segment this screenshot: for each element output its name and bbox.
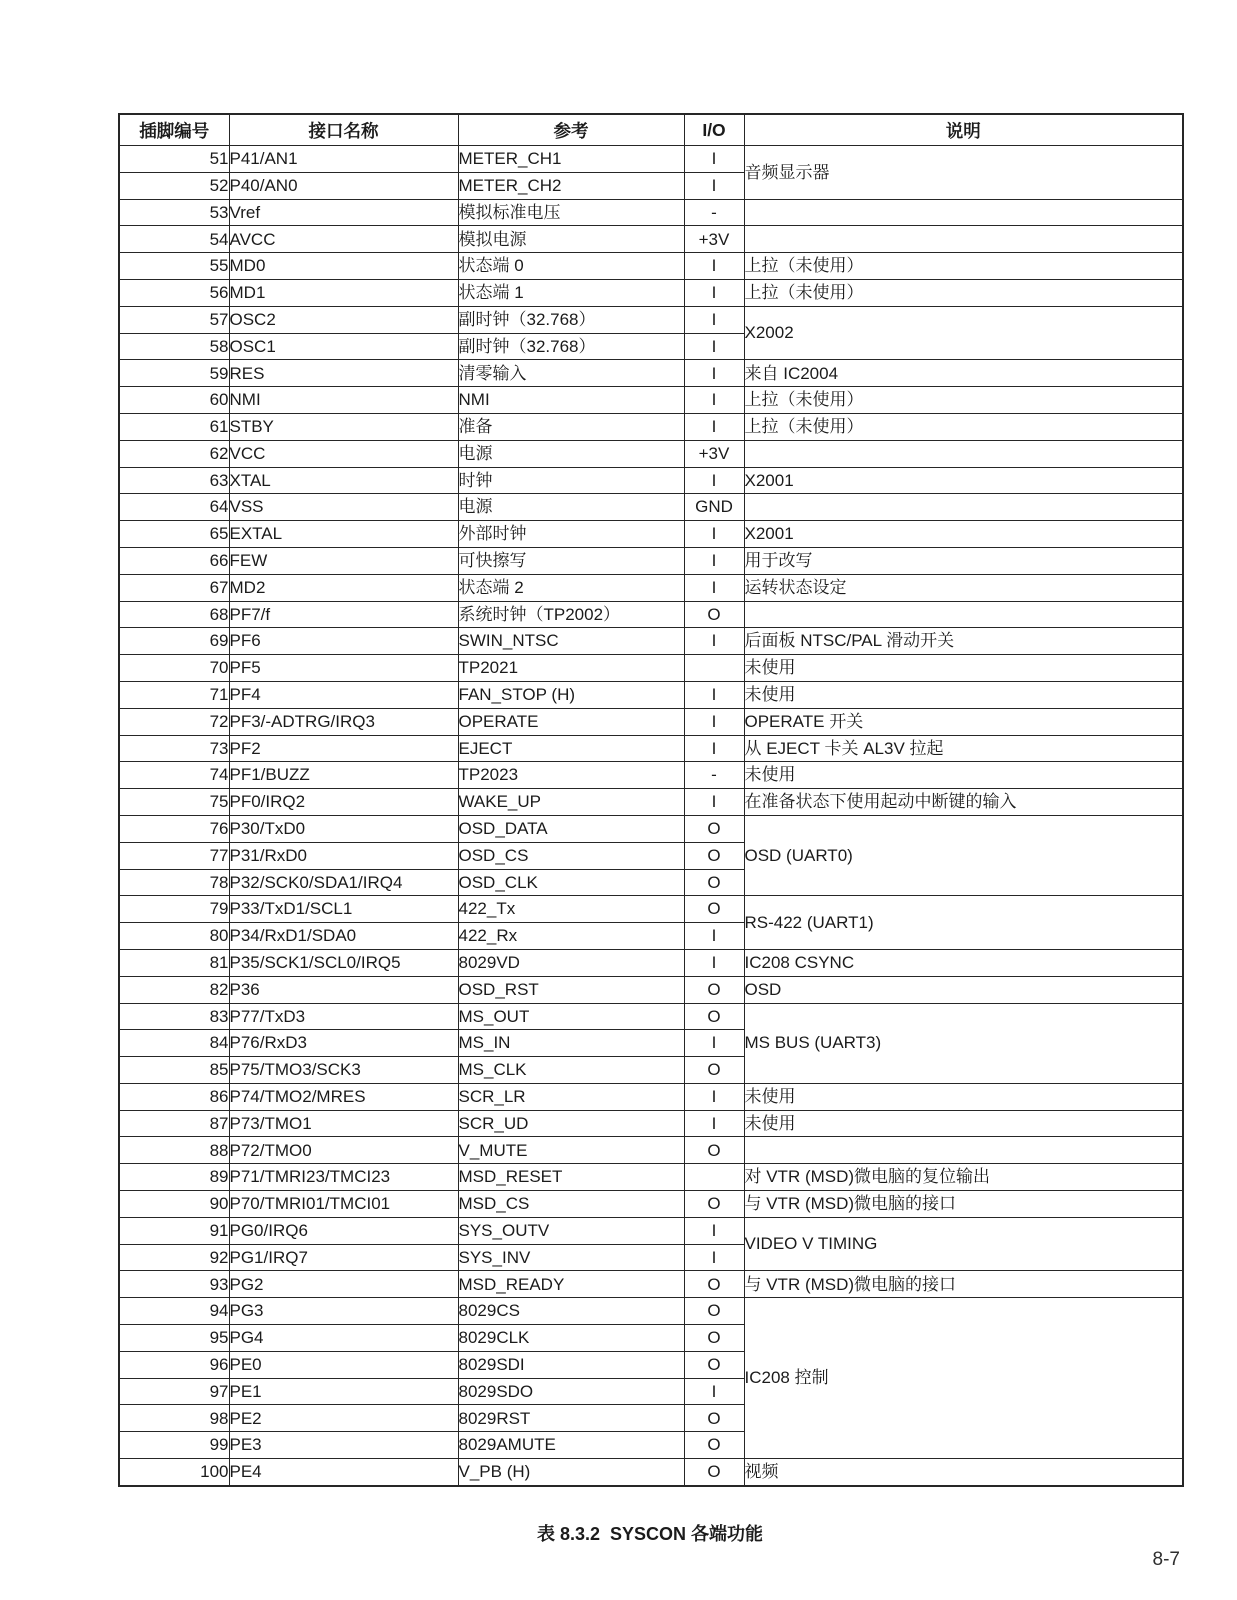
table-row: [119, 1164, 1183, 1191]
description-cell: 未使用: [744, 655, 1183, 682]
reference-cell: MSD_READY: [458, 1271, 684, 1298]
reference-cell: V_MUTE: [458, 1137, 684, 1164]
table-row: [119, 1137, 1183, 1164]
reference-cell: NMI: [458, 387, 684, 414]
io-cell: O: [684, 1137, 744, 1164]
reference-cell: MS_IN: [458, 1030, 684, 1057]
interface-name-cell: P31/RxD0: [229, 842, 458, 869]
reference-cell: EJECT: [458, 735, 684, 762]
table-row: [119, 601, 1183, 628]
interface-name-cell: PE1: [229, 1378, 458, 1405]
description-cell: X2002: [744, 306, 1183, 360]
reference-cell: 8029SDI: [458, 1351, 684, 1378]
reference-cell: OSD_CLK: [458, 869, 684, 896]
reference-cell: 8029RST: [458, 1405, 684, 1432]
pin-number-cell: 74: [119, 762, 229, 789]
io-cell: O: [684, 869, 744, 896]
reference-cell: 系统时钟（TP2002）: [458, 601, 684, 628]
interface-name-cell: P73/TMO1: [229, 1110, 458, 1137]
interface-name-cell: P35/SCK1/SCL0/IRQ5: [229, 949, 458, 976]
interface-name-cell: PF5: [229, 655, 458, 682]
interface-name-cell: P36: [229, 976, 458, 1003]
reference-cell: MS_OUT: [458, 1003, 684, 1030]
io-cell: I: [684, 681, 744, 708]
reference-cell: TP2023: [458, 762, 684, 789]
table-row: [119, 306, 1183, 333]
table-row: [119, 1003, 1183, 1030]
table-row: [119, 521, 1183, 548]
description-cell: VIDEO V TIMING: [744, 1217, 1183, 1271]
reference-cell: OSD_RST: [458, 976, 684, 1003]
table-row: [119, 547, 1183, 574]
table-row: [119, 949, 1183, 976]
io-cell: I: [684, 146, 744, 173]
pin-number-cell: 51: [119, 146, 229, 173]
table-row: [119, 789, 1183, 816]
io-cell: O: [684, 976, 744, 1003]
interface-name-cell: STBY: [229, 413, 458, 440]
interface-name-cell: PE4: [229, 1459, 458, 1486]
pin-number-cell: 70: [119, 655, 229, 682]
reference-cell: METER_CH1: [458, 146, 684, 173]
io-cell: O: [684, 1191, 744, 1218]
io-cell: O: [684, 1405, 744, 1432]
interface-name-cell: XTAL: [229, 467, 458, 494]
reference-cell: 8029AMUTE: [458, 1432, 684, 1459]
table-row: [119, 199, 1183, 226]
interface-name-cell: MD2: [229, 574, 458, 601]
pin-number-cell: 72: [119, 708, 229, 735]
io-cell: I: [684, 735, 744, 762]
io-cell: O: [684, 1325, 744, 1352]
table-row: [119, 360, 1183, 387]
pin-number-cell: 61: [119, 413, 229, 440]
table-row: [119, 146, 1183, 173]
reference-cell: MSD_RESET: [458, 1164, 684, 1191]
interface-name-cell: P72/TMO0: [229, 1137, 458, 1164]
reference-cell: MSD_CS: [458, 1191, 684, 1218]
reference-cell: 准备: [458, 413, 684, 440]
description-cell: [744, 494, 1183, 521]
table-row: [119, 681, 1183, 708]
interface-name-cell: PE3: [229, 1432, 458, 1459]
pin-number-cell: 94: [119, 1298, 229, 1325]
description-cell: 后面板 NTSC/PAL 滑动开关: [744, 628, 1183, 655]
interface-name-cell: P76/RxD3: [229, 1030, 458, 1057]
io-cell: I: [684, 333, 744, 360]
pin-number-cell: 80: [119, 923, 229, 950]
io-cell: I: [684, 467, 744, 494]
description-cell: X2001: [744, 467, 1183, 494]
io-cell: O: [684, 1459, 744, 1486]
table-row: [119, 1298, 1183, 1325]
pin-number-cell: 86: [119, 1083, 229, 1110]
pin-number-cell: 97: [119, 1378, 229, 1405]
io-cell: O: [684, 1271, 744, 1298]
reference-cell: 模拟标准电压: [458, 199, 684, 226]
reference-cell: SYS_OUTV: [458, 1217, 684, 1244]
pin-number-cell: 55: [119, 253, 229, 280]
interface-name-cell: P33/TxD1/SCL1: [229, 896, 458, 923]
io-cell: I: [684, 360, 744, 387]
io-cell: I: [684, 574, 744, 601]
interface-name-cell: PG2: [229, 1271, 458, 1298]
description-cell: OSD: [744, 976, 1183, 1003]
pin-number-cell: 59: [119, 360, 229, 387]
interface-name-cell: PG0/IRQ6: [229, 1217, 458, 1244]
pin-number-cell: 75: [119, 789, 229, 816]
reference-cell: OPERATE: [458, 708, 684, 735]
pin-number-cell: 81: [119, 949, 229, 976]
pin-number-cell: 98: [119, 1405, 229, 1432]
table-row: [119, 708, 1183, 735]
table-row: [119, 413, 1183, 440]
description-cell: 上拉（未使用）: [744, 279, 1183, 306]
interface-name-cell: P40/AN0: [229, 172, 458, 199]
interface-name-cell: FEW: [229, 547, 458, 574]
reference-cell: 8029CS: [458, 1298, 684, 1325]
description-cell: 用于改写: [744, 547, 1183, 574]
table-row: [119, 387, 1183, 414]
interface-name-cell: PF6: [229, 628, 458, 655]
table-row: [119, 762, 1183, 789]
interface-name-cell: VCC: [229, 440, 458, 467]
interface-name-cell: MD0: [229, 253, 458, 280]
interface-name-cell: PG4: [229, 1325, 458, 1352]
interface-name-cell: PF0/IRQ2: [229, 789, 458, 816]
interface-name-cell: P34/RxD1/SDA0: [229, 923, 458, 950]
pin-number-cell: 64: [119, 494, 229, 521]
syscon-pin-function-table: [118, 113, 1184, 1487]
io-cell: I: [684, 708, 744, 735]
table-row: [119, 628, 1183, 655]
description-cell: [744, 226, 1183, 253]
reference-cell: FAN_STOP (H): [458, 681, 684, 708]
io-cell: I: [684, 1083, 744, 1110]
pin-number-cell: 83: [119, 1003, 229, 1030]
pin-number-cell: 62: [119, 440, 229, 467]
io-cell: I: [684, 387, 744, 414]
interface-name-cell: P74/TMO2/MRES: [229, 1083, 458, 1110]
description-cell: [744, 601, 1183, 628]
pin-number-cell: 79: [119, 896, 229, 923]
io-cell: I: [684, 413, 744, 440]
pin-number-cell: 99: [119, 1432, 229, 1459]
table-caption: 表 8.3.2 SYSCON 各端功能: [536, 1524, 764, 1544]
interface-name-cell: PF4: [229, 681, 458, 708]
interface-name-cell: P30/TxD0: [229, 815, 458, 842]
io-cell: I: [684, 253, 744, 280]
reference-cell: 副时钟（32.768）: [458, 333, 684, 360]
interface-name-cell: PE0: [229, 1351, 458, 1378]
io-cell: O: [684, 1057, 744, 1084]
description-cell: IC208 CSYNC: [744, 949, 1183, 976]
description-cell: 未使用: [744, 1083, 1183, 1110]
table-row: [119, 1191, 1183, 1218]
interface-name-cell: OSC2: [229, 306, 458, 333]
description-cell: [744, 199, 1183, 226]
reference-cell: V_PB (H): [458, 1459, 684, 1486]
table-row: [119, 467, 1183, 494]
table-row: [119, 440, 1183, 467]
interface-name-cell: P75/TMO3/SCK3: [229, 1057, 458, 1084]
interface-name-cell: AVCC: [229, 226, 458, 253]
table-row: [119, 226, 1183, 253]
pin-number-cell: 85: [119, 1057, 229, 1084]
description-cell: RS-422 (UART1): [744, 896, 1183, 950]
column-header: 接口名称: [229, 114, 458, 146]
table-row: [119, 735, 1183, 762]
io-cell: I: [684, 923, 744, 950]
pin-number-cell: 67: [119, 574, 229, 601]
table-row: [119, 494, 1183, 521]
reference-cell: 可快擦写: [458, 547, 684, 574]
pin-number-cell: 76: [119, 815, 229, 842]
pin-number-cell: 84: [119, 1030, 229, 1057]
pin-number-cell: 92: [119, 1244, 229, 1271]
pin-number-cell: 89: [119, 1164, 229, 1191]
interface-name-cell: PF1/BUZZ: [229, 762, 458, 789]
io-cell: I: [684, 279, 744, 306]
pin-number-cell: 95: [119, 1325, 229, 1352]
description-cell: 未使用: [744, 762, 1183, 789]
description-cell: 与 VTR (MSD)微电脑的接口: [744, 1271, 1183, 1298]
pin-number-cell: 60: [119, 387, 229, 414]
interface-name-cell: PG1/IRQ7: [229, 1244, 458, 1271]
interface-name-cell: OSC1: [229, 333, 458, 360]
io-cell: -: [684, 762, 744, 789]
io-cell: O: [684, 815, 744, 842]
column-header: 插脚编号: [119, 114, 229, 146]
reference-cell: 8029SDO: [458, 1378, 684, 1405]
reference-cell: TP2021: [458, 655, 684, 682]
interface-name-cell: P71/TMRI23/TMCI23: [229, 1164, 458, 1191]
interface-name-cell: P32/SCK0/SDA1/IRQ4: [229, 869, 458, 896]
pin-number-cell: 93: [119, 1271, 229, 1298]
table-row: [119, 896, 1183, 923]
table-row: [119, 815, 1183, 842]
description-cell: MS BUS (UART3): [744, 1003, 1183, 1083]
description-cell: 上拉（未使用）: [744, 387, 1183, 414]
pin-number-cell: 69: [119, 628, 229, 655]
pin-number-cell: 100: [119, 1459, 229, 1486]
description-cell: 上拉（未使用）: [744, 253, 1183, 280]
pin-number-cell: 82: [119, 976, 229, 1003]
pin-number-cell: 57: [119, 306, 229, 333]
pin-number-cell: 87: [119, 1110, 229, 1137]
io-cell: I: [684, 1030, 744, 1057]
interface-name-cell: PG3: [229, 1298, 458, 1325]
pin-number-cell: 58: [119, 333, 229, 360]
io-cell: [684, 655, 744, 682]
interface-name-cell: RES: [229, 360, 458, 387]
reference-cell: 时钟: [458, 467, 684, 494]
column-header: 参考: [458, 114, 684, 146]
table-row: [119, 1459, 1183, 1486]
interface-name-cell: MD1: [229, 279, 458, 306]
io-cell: I: [684, 1244, 744, 1271]
interface-name-cell: VSS: [229, 494, 458, 521]
pin-number-cell: 88: [119, 1137, 229, 1164]
reference-cell: OSD_DATA: [458, 815, 684, 842]
reference-cell: 状态端 2: [458, 574, 684, 601]
io-cell: I: [684, 1217, 744, 1244]
column-header: 说明: [744, 114, 1183, 146]
table-row: [119, 655, 1183, 682]
pin-number-cell: 66: [119, 547, 229, 574]
reference-cell: METER_CH2: [458, 172, 684, 199]
interface-name-cell: Vref: [229, 199, 458, 226]
io-cell: I: [684, 521, 744, 548]
table-row: [119, 976, 1183, 1003]
pin-number-cell: 91: [119, 1217, 229, 1244]
io-cell: O: [684, 601, 744, 628]
pin-number-cell: 53: [119, 199, 229, 226]
pin-number-cell: 68: [119, 601, 229, 628]
description-cell: 在准备状态下使用起动中断键的输入: [744, 789, 1183, 816]
io-cell: O: [684, 1003, 744, 1030]
reference-cell: 422_Tx: [458, 896, 684, 923]
reference-cell: 422_Rx: [458, 923, 684, 950]
io-cell: O: [684, 842, 744, 869]
pin-number-cell: 63: [119, 467, 229, 494]
reference-cell: 模拟电源: [458, 226, 684, 253]
io-cell: +3V: [684, 226, 744, 253]
description-cell: 未使用: [744, 1110, 1183, 1137]
interface-name-cell: PF2: [229, 735, 458, 762]
io-cell: GND: [684, 494, 744, 521]
reference-cell: SCR_UD: [458, 1110, 684, 1137]
description-cell: 对 VTR (MSD)微电脑的复位输出: [744, 1164, 1183, 1191]
io-cell: +3V: [684, 440, 744, 467]
description-cell: 运转状态设定: [744, 574, 1183, 601]
table-row: [119, 253, 1183, 280]
pin-number-cell: 73: [119, 735, 229, 762]
description-cell: [744, 440, 1183, 467]
reference-cell: 状态端 0: [458, 253, 684, 280]
pin-number-cell: 71: [119, 681, 229, 708]
reference-cell: 副时钟（32.768）: [458, 306, 684, 333]
table-row: [119, 1271, 1183, 1298]
table-row: [119, 1110, 1183, 1137]
description-cell: 与 VTR (MSD)微电脑的接口: [744, 1191, 1183, 1218]
interface-name-cell: P77/TxD3: [229, 1003, 458, 1030]
description-cell: 未使用: [744, 681, 1183, 708]
reference-cell: WAKE_UP: [458, 789, 684, 816]
pin-number-cell: 56: [119, 279, 229, 306]
reference-cell: 状态端 1: [458, 279, 684, 306]
pin-number-cell: 77: [119, 842, 229, 869]
io-cell: O: [684, 896, 744, 923]
table-body: [119, 146, 1183, 1486]
pin-number-cell: 54: [119, 226, 229, 253]
interface-name-cell: EXTAL: [229, 521, 458, 548]
io-cell: I: [684, 1110, 744, 1137]
pin-number-cell: 96: [119, 1351, 229, 1378]
reference-cell: 外部时钟: [458, 521, 684, 548]
description-cell: 音频显示器: [744, 146, 1183, 200]
pin-number-cell: 52: [119, 172, 229, 199]
reference-cell: MS_CLK: [458, 1057, 684, 1084]
io-cell: O: [684, 1351, 744, 1378]
description-cell: 来自 IC2004: [744, 360, 1183, 387]
description-cell: 从 EJECT 卡关 AL3V 拉起: [744, 735, 1183, 762]
table-row: [119, 279, 1183, 306]
reference-cell: SYS_INV: [458, 1244, 684, 1271]
reference-cell: OSD_CS: [458, 842, 684, 869]
interface-name-cell: PE2: [229, 1405, 458, 1432]
io-cell: I: [684, 547, 744, 574]
io-cell: O: [684, 1298, 744, 1325]
io-cell: [684, 1164, 744, 1191]
interface-name-cell: PF7/f: [229, 601, 458, 628]
description-cell: 上拉（未使用）: [744, 413, 1183, 440]
column-header: I/O: [684, 114, 744, 146]
table-row: [119, 1083, 1183, 1110]
reference-cell: 8029CLK: [458, 1325, 684, 1352]
io-cell: O: [684, 1432, 744, 1459]
io-cell: I: [684, 628, 744, 655]
interface-name-cell: PF3/-ADTRG/IRQ3: [229, 708, 458, 735]
table-row: [119, 1217, 1183, 1244]
io-cell: I: [684, 306, 744, 333]
interface-name-cell: P70/TMRI01/TMCI01: [229, 1191, 458, 1218]
reference-cell: 8029VD: [458, 949, 684, 976]
io-cell: -: [684, 199, 744, 226]
pin-number-cell: 65: [119, 521, 229, 548]
io-cell: I: [684, 789, 744, 816]
table-header: [119, 114, 1183, 146]
pin-number-cell: 78: [119, 869, 229, 896]
io-cell: I: [684, 172, 744, 199]
page-number: 8-7: [1152, 1549, 1180, 1570]
reference-cell: 电源: [458, 494, 684, 521]
reference-cell: SCR_LR: [458, 1083, 684, 1110]
description-cell: OSD (UART0): [744, 815, 1183, 895]
interface-name-cell: NMI: [229, 387, 458, 414]
description-cell: OPERATE 开关: [744, 708, 1183, 735]
reference-cell: 电源: [458, 440, 684, 467]
reference-cell: 清零输入: [458, 360, 684, 387]
reference-cell: SWIN_NTSC: [458, 628, 684, 655]
interface-name-cell: P41/AN1: [229, 146, 458, 173]
description-cell: IC208 控制: [744, 1298, 1183, 1459]
description-cell: X2001: [744, 521, 1183, 548]
description-cell: 视频: [744, 1459, 1183, 1486]
io-cell: I: [684, 949, 744, 976]
table-row: [119, 574, 1183, 601]
description-cell: [744, 1137, 1183, 1164]
io-cell: I: [684, 1378, 744, 1405]
table-header-row: [119, 114, 1183, 146]
pin-number-cell: 90: [119, 1191, 229, 1218]
